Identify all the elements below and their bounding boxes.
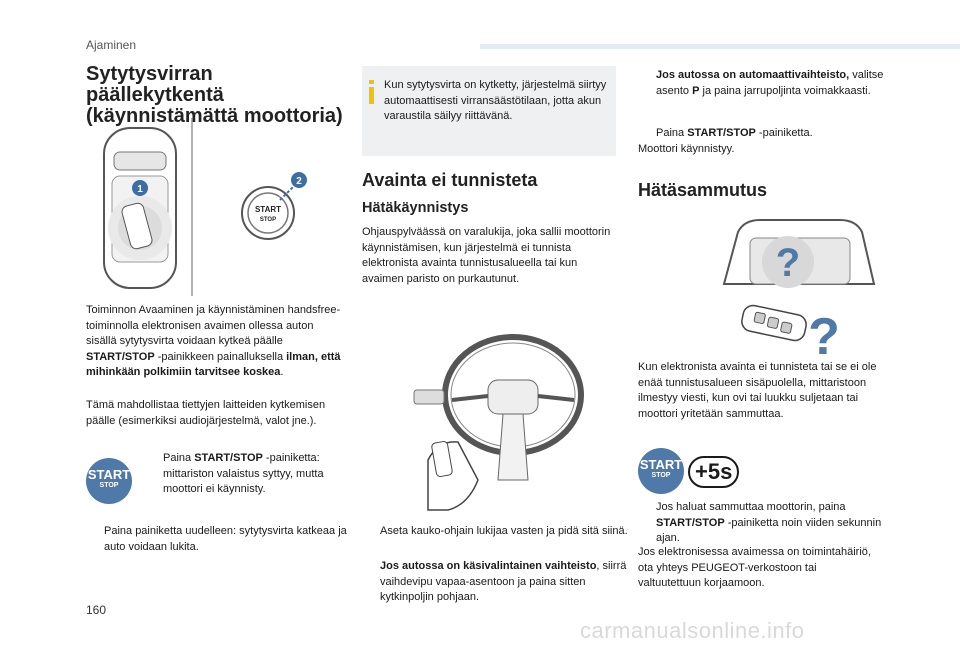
middle-bullet-2-a: Jos autossa on käsivalintainen vaihteisto <box>380 560 597 572</box>
car-key-question-illustration <box>720 214 880 364</box>
left-bullet-1-a: Paina <box>163 452 195 464</box>
start-stop-icon <box>86 458 132 504</box>
start-icon-bottom: STOP <box>99 482 119 489</box>
section-heading-key-not-detected: Avainta ei tunnisteta <box>362 170 538 190</box>
plus-5s-icon: +5s <box>688 456 739 488</box>
title-line-1: Sytytysvirran päällekytkentä <box>86 63 224 106</box>
start-stop-icon-right <box>638 448 684 494</box>
right-bullet-1-b: valitse asento <box>656 69 884 97</box>
fig-stop-label: STOP <box>259 217 277 223</box>
page-number: 160 <box>86 603 107 617</box>
right-bullet-2-b: START/STOP <box>687 127 756 139</box>
steering-wheel-illustration <box>408 330 588 515</box>
no-pedals-bold: ilman, että mihinkään polkimiin tarvitsee koskea <box>86 350 341 378</box>
watermark: carmanualsonline.info <box>580 618 805 643</box>
right-para-2: Jos elektronisessa avaimessa on toimintahäiriö, ota yhteys PEUGEOT-verkostoon tai valtuutettuun korjaamoon. <box>638 546 871 589</box>
right-bullet-3-b: START/STOP <box>656 516 725 529</box>
question-mark-key: ? <box>808 308 840 364</box>
left-bullet-1-c: -painiketta: mittariston valaistus syttyy, mutta moottori ei käynnisty. <box>163 452 324 495</box>
header-bar <box>480 44 960 49</box>
left-bullet-2 <box>86 524 360 555</box>
start-icon-top: START <box>87 467 131 482</box>
car-start-illustration <box>86 118 326 296</box>
start-icon-top-right: START <box>639 457 683 472</box>
right-bullet-1-c: P <box>692 84 700 97</box>
middle-bullet-1-text: Aseta kauko-ohjain lukijaa vasten ja pidä sitä siinä. <box>380 525 628 537</box>
left-para-2: Tämä mahdollistaa tiettyjen laitteiden kytkemisen päälle (esimerkiksi audiojärjestelmä, valot jne.). <box>86 399 326 427</box>
info-text: Kun sytytysvirta on kytketty, järjestelmä siirtyy automaattisesti virransäästötilaan, jotta akun varaustila säilyy riittävänä. <box>384 79 607 122</box>
right-bullet-1-d: ja paina jarrupoljinta voimakkaasti. <box>699 84 871 97</box>
start-stop-bold: START/STOP <box>86 350 155 363</box>
left-bullet-1 <box>145 451 363 498</box>
middle-bullet-2-b: , siirrä vaihdevipu vapaa-asentoon ja paina sitten kytkinpoljin pohjaan. <box>380 560 627 603</box>
right-bullet-1-a: Jos autossa on automaattivaihteisto, <box>656 69 850 81</box>
section-label: Ajaminen <box>86 38 137 52</box>
left-bullet-1-b: START/STOP <box>194 452 263 464</box>
right-bullet-3-a: Jos haluat sammuttaa moottorin, paina <box>656 501 846 513</box>
right-bullet-2 <box>638 126 892 142</box>
title-line-2: (käynnistämättä moottoria) <box>86 105 343 127</box>
middle-bullet-1 <box>362 524 634 540</box>
question-mark-car: ? <box>775 241 801 285</box>
start-icon-bottom-right: STOP <box>651 472 671 479</box>
left-para-1-e: . <box>280 366 284 378</box>
middle-bullet-2 <box>362 559 634 606</box>
badge-1-label: 1 <box>137 184 143 195</box>
section-heading-emergency-stop: Hätäsammutus <box>638 180 768 200</box>
right-para: Kun elektronista avainta ei tunnisteta tai se ei ole enää tunnistusalueen sisäpuolella, mittaristoon ilmestyy viesti, kun ovi tai luukku suljetaan tai moottori yritetään sammuttaa. <box>638 361 877 420</box>
left-para-1 <box>86 303 342 381</box>
right-bullet-3-c: -painiketta noin viiden sekunnin ajan. <box>656 516 882 544</box>
right-bullet-2-c: -painiketta. <box>755 127 813 139</box>
middle-para: Ohjauspylväässä on varalukija, joka sallii moottorin käynnistämisen, kun järjestelmä ei tunnista elektronista avainta tunnistusalueella tai kun avaimen paristo on purkautunut. <box>362 226 611 285</box>
fig-start-label: START <box>254 205 282 214</box>
subheading-emergency-start: Hätäkäynnistys <box>362 200 469 216</box>
engine-starts-text: Moottori käynnistyy. <box>638 143 735 155</box>
right-bullet-3 <box>638 500 896 547</box>
right-bullet-2-a: Paina <box>656 127 688 139</box>
left-bullet-2-text: Paina painiketta uudelleen: sytytysvirta katkeaa ja auto voidaan lukita. <box>104 525 347 553</box>
info-icon <box>368 80 376 104</box>
right-bullet-1 <box>638 68 892 99</box>
left-para-1-c: -painikkeen painalluksella <box>154 350 287 363</box>
left-para-1-a: Toiminnon Avaaminen ja käynnistäminen handsfree-toiminnolla elektronisen avaimen ollessa auton sisällä sytytysvirta voidaan kytkeä päälle <box>86 304 341 347</box>
badge-2-label: 2 <box>296 176 302 187</box>
